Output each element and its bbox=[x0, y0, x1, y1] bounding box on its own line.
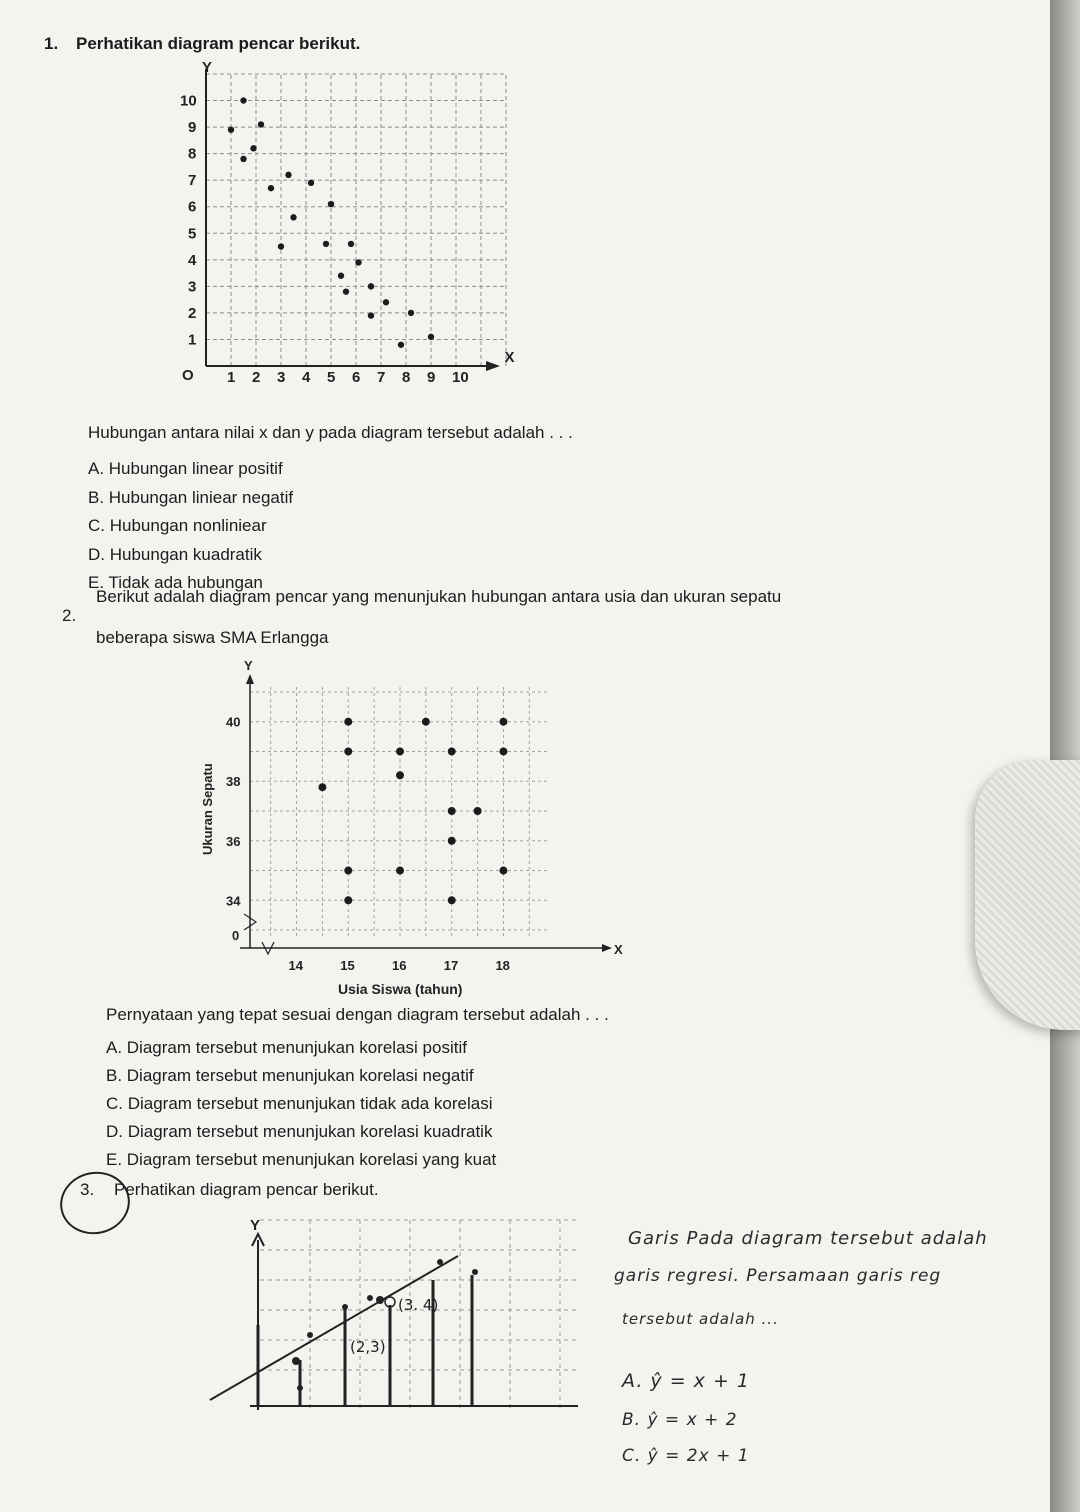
chart1-point bbox=[348, 241, 354, 247]
chart2-point bbox=[499, 747, 507, 755]
chart1-grid bbox=[206, 74, 506, 366]
scatter-chart-2 bbox=[190, 658, 623, 1000]
q1-option-a[interactable]: A. Hubungan linear positif bbox=[88, 459, 283, 478]
chart1-origin-label: O bbox=[182, 367, 194, 384]
chart2-y-tick: 40 bbox=[226, 714, 241, 730]
chart2-point bbox=[396, 771, 404, 779]
chart1-point bbox=[240, 156, 246, 162]
chart1-point bbox=[355, 259, 361, 265]
chart1-x-tick: 2 bbox=[252, 369, 261, 386]
chart1-point bbox=[383, 299, 389, 305]
chart2-point bbox=[448, 807, 456, 815]
scatter-chart-1 bbox=[170, 60, 530, 400]
chart1-point bbox=[323, 241, 329, 247]
chart1-y-tick: 2 bbox=[188, 304, 197, 322]
sketch-y-label: Y bbox=[250, 1217, 261, 1234]
chart1-point bbox=[250, 145, 256, 151]
chart1-y-tick: 7 bbox=[188, 172, 197, 190]
q2-option-c[interactable]: C. Diagram tersebut menunjukan tidak ada korelasi bbox=[106, 1094, 493, 1113]
chart2-point bbox=[344, 747, 352, 755]
q1-option-d[interactable]: D. Hubungan kuadratik bbox=[88, 545, 262, 564]
chart2-point bbox=[318, 783, 326, 791]
chart1-x-tick: 9 bbox=[427, 369, 436, 386]
chart1-y-tick: 10 bbox=[180, 92, 197, 110]
chart2-point bbox=[396, 747, 404, 755]
chart2-y-tick: 36 bbox=[226, 833, 241, 849]
chart1-x-tick: 6 bbox=[352, 369, 361, 386]
q1-option-c[interactable]: C. Hubungan nonliniear bbox=[88, 516, 267, 535]
chart2-x-tick: 15 bbox=[340, 958, 355, 973]
sketch-points bbox=[292, 1259, 478, 1391]
handwritten-line-2: garis regresi. Persamaan garis reg bbox=[614, 1266, 942, 1286]
chart1-x-label: X bbox=[504, 349, 515, 366]
chart2-point bbox=[422, 718, 430, 726]
regression-sketch bbox=[200, 1210, 600, 1430]
chart1-x-tick: 4 bbox=[302, 369, 311, 386]
chart1-y-tick: 5 bbox=[188, 225, 197, 243]
chart2-point bbox=[499, 867, 507, 875]
chart1-x-tick: 7 bbox=[377, 369, 386, 386]
chart2-x-tick: 18 bbox=[495, 958, 510, 973]
q2-question: Pernyataan yang tepat sesuai dengan diagram tersebut adalah . . . bbox=[106, 1005, 609, 1024]
chart1-x-tick: 10 bbox=[452, 369, 469, 386]
chart1-point bbox=[278, 243, 284, 249]
chart1-point bbox=[308, 180, 314, 186]
chart2-point bbox=[344, 896, 352, 904]
chart2-point bbox=[396, 867, 404, 875]
handwritten-line-1: Garis Pada diagram tersebut adalah bbox=[628, 1228, 988, 1249]
sketch-grid bbox=[260, 1220, 580, 1410]
q1-prompt: Perhatikan diagram pencar berikut. bbox=[76, 34, 361, 53]
chart2-origin-label: 0 bbox=[232, 928, 240, 943]
chart2-x-tick: 14 bbox=[288, 958, 304, 973]
regression-line bbox=[210, 1256, 458, 1400]
chart1-point bbox=[228, 127, 234, 133]
chart2-y-label: Ukuran Sepatu bbox=[200, 763, 215, 855]
q2-number: 2. bbox=[62, 606, 77, 625]
q3-number: 3. bbox=[80, 1180, 95, 1199]
chart1-y-tick: 9 bbox=[188, 119, 197, 137]
q2-option-b[interactable]: B. Diagram tersebut menunjukan korelasi negatif bbox=[106, 1066, 474, 1085]
q1-question: Hubungan antara nilai x dan y pada diagram tersebut adalah . . . bbox=[88, 423, 573, 442]
chart1-y-label: Y bbox=[202, 59, 213, 76]
chart1-x-tick: 5 bbox=[327, 369, 336, 386]
point-label-2-3: (2,3) bbox=[350, 1338, 386, 1356]
chart1-point bbox=[368, 312, 374, 318]
chart2-point bbox=[344, 718, 352, 726]
chart2-y-axis-letter: Y bbox=[244, 658, 253, 673]
chart2-point bbox=[448, 747, 456, 755]
q2-option-e[interactable]: E. Diagram tersebut menunjukan korelasi yang kuat bbox=[106, 1150, 497, 1169]
chart1-point bbox=[398, 342, 404, 348]
q2-prompt-line2: beberapa siswa SMA Erlangga bbox=[96, 628, 329, 647]
glove-finger-photo-edge bbox=[975, 760, 1080, 1030]
q2-option-d[interactable]: D. Diagram tersebut menunjukan korelasi kuadratik bbox=[106, 1122, 493, 1141]
handwritten-option-a: A. ŷ = x + 1 bbox=[622, 1370, 751, 1392]
chart2-x-tick: 17 bbox=[443, 958, 459, 973]
chart1-point bbox=[343, 288, 349, 294]
chart2-point bbox=[448, 837, 456, 845]
chart1-y-tick: 8 bbox=[188, 145, 197, 163]
q1-number: 1. bbox=[44, 34, 59, 53]
handwritten-option-c: C. ŷ = 2x + 1 bbox=[622, 1446, 750, 1466]
chart2-y-tick: 34 bbox=[226, 893, 241, 909]
chart2-y-arrow bbox=[246, 674, 254, 684]
chart1-x-tick: 1 bbox=[227, 369, 236, 386]
chart2-x-axis-letter: X bbox=[614, 942, 623, 957]
chart1-point bbox=[290, 214, 296, 220]
q1-option-e[interactable]: E. Tidak ada hubungan bbox=[88, 573, 263, 592]
chart1-x-arrow bbox=[486, 361, 500, 371]
chart1-y-tick: 4 bbox=[188, 251, 197, 269]
chart1-y-tick: 3 bbox=[188, 278, 197, 296]
chart1-point bbox=[328, 201, 334, 207]
chart1-point bbox=[285, 172, 291, 178]
chart1-x-tick: 8 bbox=[402, 369, 411, 386]
chart1-point bbox=[368, 283, 374, 289]
chart2-point bbox=[474, 807, 482, 815]
point-label-3-4: (3. 4) bbox=[398, 1296, 439, 1314]
chart1-point bbox=[428, 334, 434, 340]
chart2-y-tick: 38 bbox=[226, 774, 241, 790]
chart1-point bbox=[338, 273, 344, 279]
chart2-point bbox=[344, 867, 352, 875]
q2-prompt-line1: Berikut adalah diagram pencar yang menunjukan hubungan antara usia dan ukuran sepatu bbox=[96, 587, 782, 606]
chart1-point bbox=[258, 121, 264, 127]
chart1-point bbox=[268, 185, 274, 191]
q1-option-b[interactable]: B. Hubungan liniear negatif bbox=[88, 488, 294, 507]
q2-option-a[interactable]: A. Diagram tersebut menunjukan korelasi positif bbox=[106, 1038, 467, 1057]
chart1-x-tick: 3 bbox=[277, 369, 286, 386]
q3-prompt: Perhatikan diagram pencar berikut. bbox=[114, 1180, 379, 1199]
page-edge-shadow bbox=[1050, 0, 1080, 1512]
chart1-y-tick: 1 bbox=[188, 331, 197, 349]
chart2-point bbox=[499, 718, 507, 726]
chart2-x-label: Usia Siswa (tahun) bbox=[338, 981, 463, 997]
chart1-point bbox=[240, 97, 246, 103]
chart1-point bbox=[408, 310, 414, 316]
handwritten-option-b: B. ŷ = x + 2 bbox=[622, 1410, 738, 1430]
chart1-y-tick: 6 bbox=[188, 198, 197, 216]
handwritten-line-3: tersebut adalah ... bbox=[622, 1310, 779, 1328]
chart2-point bbox=[448, 896, 456, 904]
chart2-x-tick: 16 bbox=[392, 958, 407, 973]
